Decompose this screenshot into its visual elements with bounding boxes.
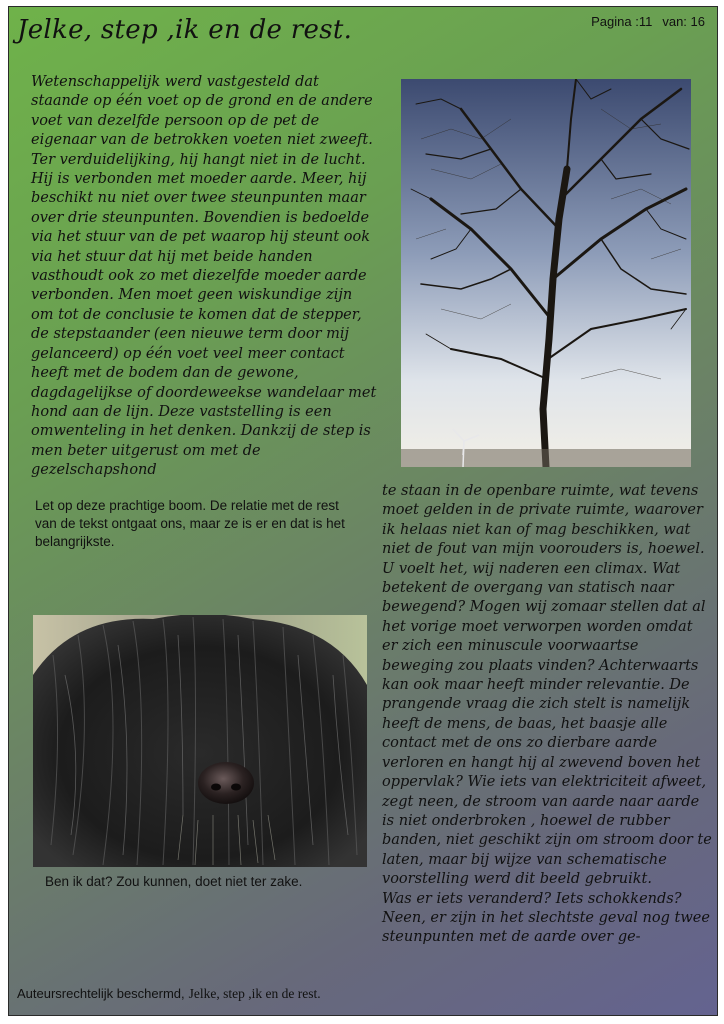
page-total: van: 16 bbox=[662, 14, 705, 29]
column-left-text: Wetenschappelijk werd vastgesteld dat staande op één voet op de grond en de andere voet van dezelfde persoon op de pet de eigenaar van de betrokken voeten niet zweeft. Ter verduidelijking, hij hangt niet in de lucht. Hij is verbonden met moeder aarde. Meer, hij beschikt nu niet over twee steunpunten maar over drie steunpunten. Bovendien is bedoelde via het stuur van de pet waarop hij steunt ook via het stuur dat hij met beide handen vasthoudt ook zo met diezelfde moeder aarde verbonden. Men moet geen wiskundige zijn om tot de conclusie te komen dat de stepper, de stepstaander (een nieuwe term door mij gelanceerd) op één voet veel meer contact heeft met de bodem dan de gewone, dagdagelijkse of doordeweekse wandelaar met hond aan de lijn. Deze vaststelling is een omwenteling in het denken. Dankzij de step is men beter uitgerust om met de gezelschapshond bbox=[31, 74, 377, 479]
tree-photo bbox=[401, 79, 691, 467]
right-paragraph: Was er iets veranderd? Iets schokkends? Neen, er zijn in het slechtste geval nog twee steunpunten met de aarde over ge- bbox=[382, 890, 710, 946]
page-number bbox=[591, 14, 705, 29]
page-title: Jelke, step ,ik en de rest. bbox=[17, 15, 353, 45]
tree-caption: Let op deze prachtige boom. De relatie met de rest van de tekst ontgaat ons, maar ze is er en dat is het belangrijkste. bbox=[35, 498, 345, 549]
footer-book-title: Jelke, step ,ik en de rest. bbox=[188, 986, 321, 1001]
footer bbox=[17, 985, 321, 1003]
copyright-notice: Auteursrechtelijk beschermd, bbox=[17, 986, 185, 1001]
column-right-text bbox=[382, 482, 712, 948]
page bbox=[8, 6, 718, 1016]
right-paragraph: U voelt het, wij naderen een climax. Wat betekent de overgang van statisch naar bewegend? Mogen wij zomaar stellen dat al het vorige moet verworpen worden omdat er zich een minuscule voorwaartse beweging zou plaats vinden? Achterwaarts kan ook maar heeft minder relevantie. De prangende vraag die zich stelt is namelijk heeft de mens, de baas, het baasje alle contact met de ons zo dierbare aarde verloren en hangt hij al zwevend boven het oppervlak? Wie iets van elektriciteit afweet, zegt neen, de stroom van aarde naar aarde is niet onderbroken , hoewel de rubber banden, niet geschikt zijn om stroom door te laten, maar bij wijze van schematische voorstelling werd dit beeld gebruikt. bbox=[382, 560, 712, 888]
right-paragraph: te staan in de openbare ruimte, wat tevens moet gelden in de private ruimte, waarover ik helaas niet kan of mag beschikken, wat niet de fout van mijn voorouders is, hoewel. bbox=[382, 483, 705, 558]
page-label: Pagina :11 bbox=[591, 14, 653, 29]
dog-caption: Ben ik dat? Zou kunnen, doet niet ter zake. bbox=[45, 874, 303, 889]
dog-photo bbox=[33, 615, 367, 867]
